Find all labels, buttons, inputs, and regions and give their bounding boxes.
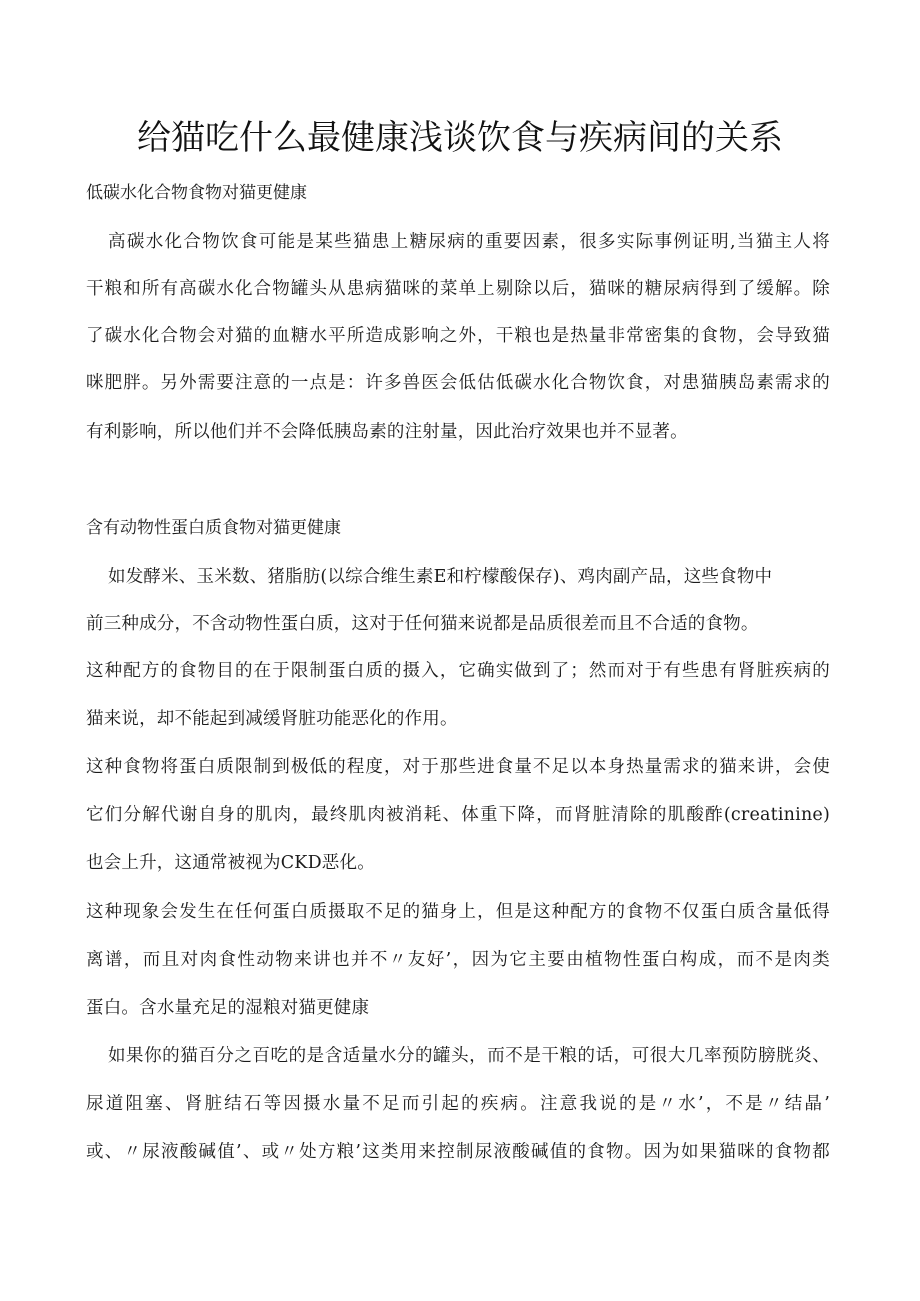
paragraph-line: 尿道阻塞、肾脏结石等因摄水量不足而引起的疾病。注意我说的是〃水’，不是〃结晶’ (86, 1094, 830, 1114)
paragraph-line: 前三种成分，不含动物性蛋白质，这对于任何猫来说都是品质很差而且不合适的食物。 (86, 614, 759, 634)
section-heading-animal-protein: 含有动物性蛋白质食物对猫更健康 (86, 518, 341, 538)
paragraph-line: 蛋白。含水量充足的湿粮对猫更健康 (86, 998, 370, 1018)
paragraph-line: 咪肥胖。另外需要注意的一点是：许多兽医会低估低碳水化合物饮食，对患猫胰岛素需求的 (86, 373, 830, 393)
paragraph-line: 离谱，而且对肉食性动物来讲也并不〃友好’，因为它主要由植物性蛋白构成，而不是肉类 (86, 950, 830, 970)
paragraph-line: 如果你的猫百分之百吃的是含适量水分的罐头，而不是干粮的话，可很大几率预防膀胱炎、 (108, 1046, 830, 1066)
paragraph-line: 了碳水化合物会对猫的血糖水平所造成影响之外，干粮也是热量非常密集的食物，会导致猫 (86, 326, 830, 346)
paragraph-line: 有利影响，所以他们并不会降低胰岛素的注射量，因此治疗效果也并不显著。 (86, 422, 688, 442)
paragraph-line: 猫来说，却不能起到减缓肾脏功能恶化的作用。 (86, 709, 458, 729)
document-title: 给猫吃什么最健康浅谈饮食与疾病间的关系 (137, 118, 783, 158)
paragraph-line: 如发酵米、玉米数、猪脂肪(以综合维生素E和柠檬酸保存)、鸡肉副产品，这些食物中 (108, 567, 773, 587)
paragraph-line: 高碳水化合物饮食可能是某些猫患上糖尿病的重要因素，很多实际事例证明,当猫主人将 (108, 232, 830, 252)
paragraph-line: 也会上升，这通常被视为CKD恶化。 (86, 853, 375, 873)
paragraph-line: 或、〃尿液酸碱值’、或〃处方粮’这类用来控制尿液酸碱值的食物。因为如果猫咪的食物都 (86, 1142, 830, 1162)
paragraph-line: 这种配方的食物目的在于限制蛋白质的摄入，它确实做到了；然而对于有些患有肾脏疾病的 (86, 661, 830, 681)
section-heading-low-carb: 低碳水化合物食物对猫更健康 (86, 183, 307, 203)
paragraph-line: 它们分解代谢自身的肌肉，最终肌肉被消耗、体重下降，而肾脏清除的肌酸酢(creatinine) (86, 805, 830, 825)
paragraph-line: 干粮和所有高碳水化合物罐头从患病猫咪的菜单上剔除以后，猫咪的糖尿病得到了缓解。除 (86, 279, 830, 299)
paragraph-line: 这种现象会发生在任何蛋白质摄取不足的猫身上，但是这种配方的食物不仅蛋白质含量低得 (86, 902, 830, 922)
paragraph-line: 这种食物将蛋白质限制到极低的程度，对于那些进食量不足以本身热量需求的猫来讲，会使 (86, 757, 830, 777)
